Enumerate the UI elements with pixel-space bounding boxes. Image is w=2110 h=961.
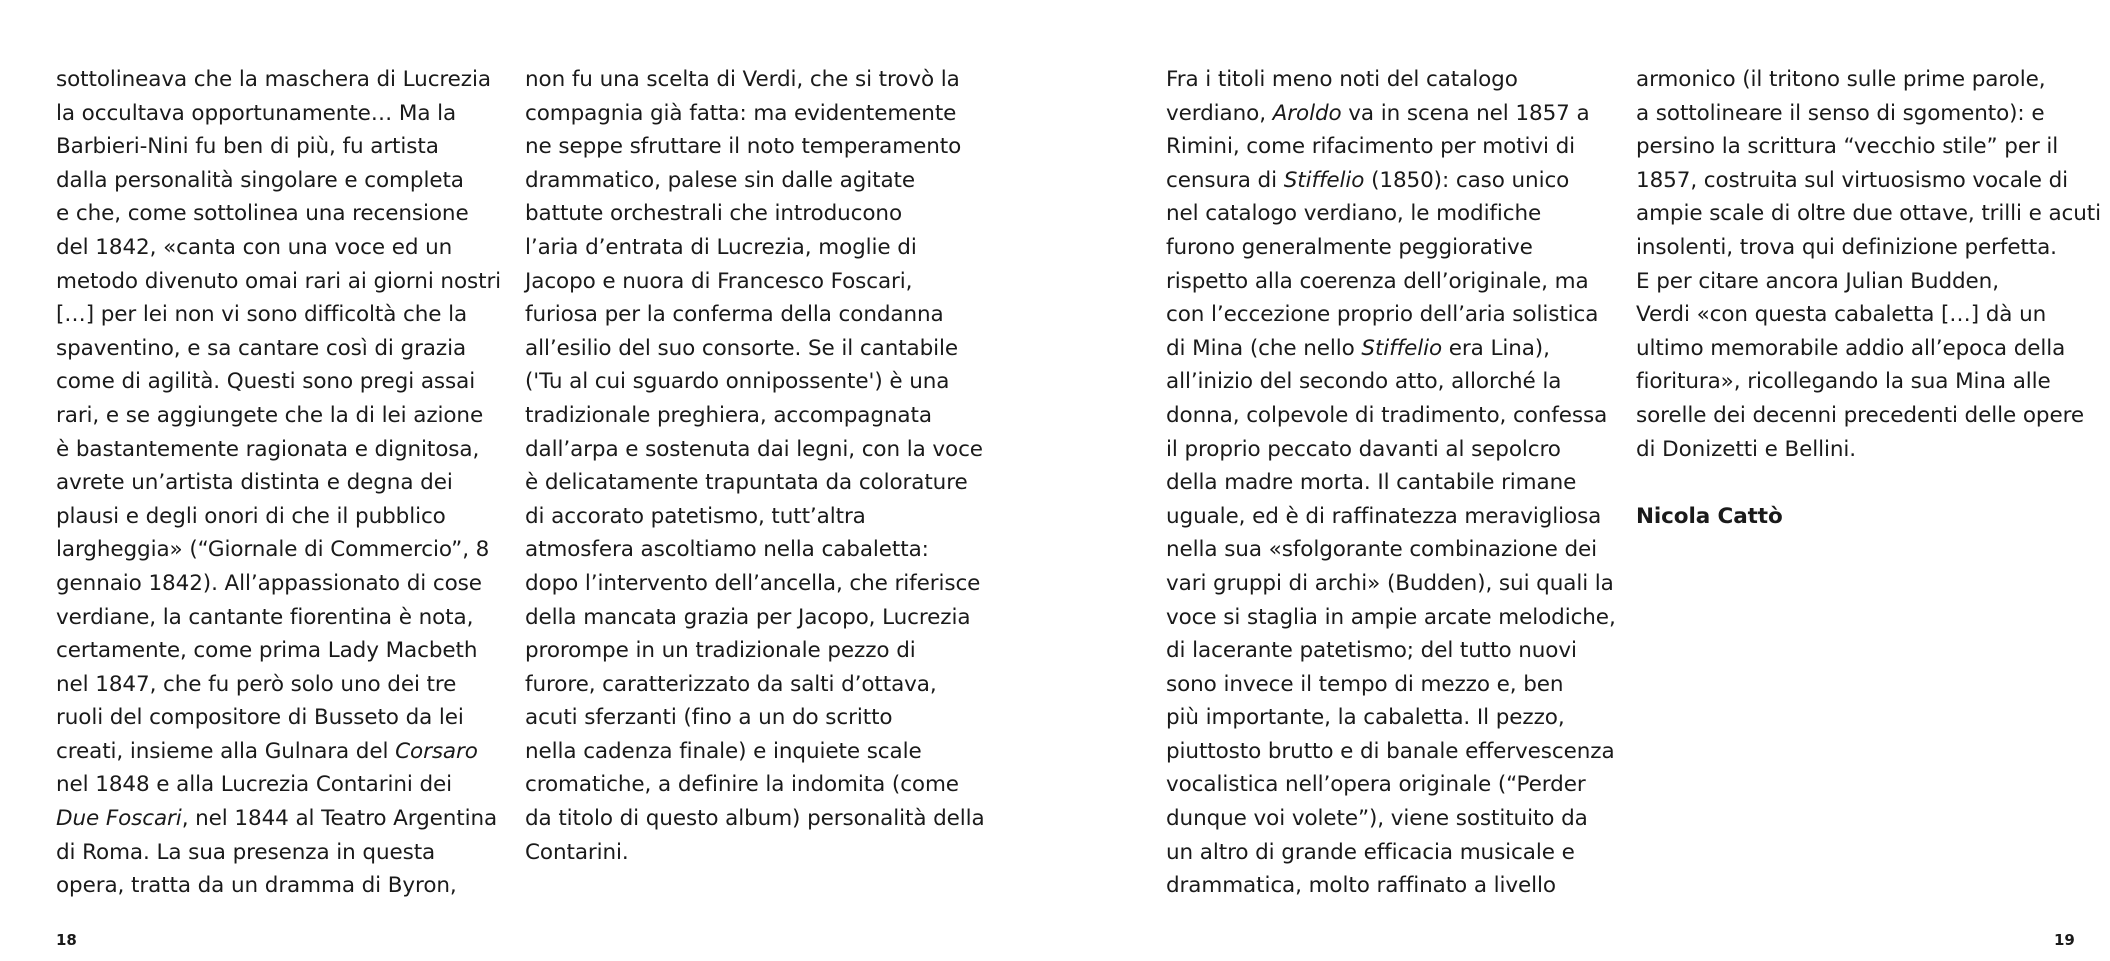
italic-title: Corsaro [395, 738, 478, 764]
text-line: di accorato patetismo, tutt’altra [525, 503, 866, 529]
text-line: ampie scale di oltre due ottave, trilli e acuti [1636, 201, 2102, 227]
italic-title: Stiffelio [1283, 167, 1365, 193]
text-line: prorompe in un tradizionale pezzo di [525, 638, 916, 664]
text-line: sottolineava che la maschera di Lucrezia [56, 67, 491, 92]
text-line: sorelle dei decenni precedenti delle opere [1636, 402, 2084, 428]
text-line: rispetto alla coerenza dell’originale, ma [1166, 268, 1589, 294]
text-segment: censura di [1166, 167, 1284, 193]
text-line: della madre morta. Il cantabile rimane [1166, 470, 1577, 496]
text-line: la occultava opportunamente… Ma la [56, 100, 457, 126]
text-line: è delicatamente trapuntata da colorature [525, 470, 968, 496]
text-line: dopo l’intervento dell’ancella, che riferisce [525, 570, 981, 596]
text-line: di Donizetti e Bellini. [1636, 436, 1857, 462]
text-line: gennaio 1842). All’appassionato di cose [56, 570, 482, 596]
text-line: nel 1847, che fu però solo uno dei tre [56, 671, 457, 697]
text-line: drammatica, molto raffinato a livello [1166, 873, 1556, 899]
text-line: sono invece il tempo di mezzo e, ben [1166, 671, 1564, 697]
text-line: insolenti, trova qui definizione perfetta. [1636, 234, 2057, 260]
text-line: e che, come sottolinea una recensione [56, 201, 469, 227]
text-line: drammatico, palese sin dalle agitate [525, 167, 915, 193]
text-line: di lacerante patetismo; del tutto nuovi [1166, 638, 1577, 664]
text-line: Verdi «con questa cabaletta […] dà un [1636, 302, 2047, 328]
text-line: Barbieri-Nini fu ben di più, fu artista [56, 134, 439, 160]
text-line: ultimo memorabile addio all’epoca della [1636, 335, 2066, 361]
text-line: nella sua «sfolgorante combinazione dei [1166, 537, 1598, 563]
text-line: della mancata grazia per Jacopo, Lucrezia [525, 604, 971, 630]
text-line [1166, 332, 1596, 366]
text-line: ruoli del compositore di Busseto da lei [56, 705, 464, 731]
text-column-4 [1636, 63, 2102, 533]
text-line: acuti sferzanti (fino a un do scritto [525, 705, 893, 731]
text-line [56, 802, 498, 836]
text-line: con l’eccezione proprio dell’aria solistica [1166, 302, 1599, 328]
text-line: il proprio peccato davanti al sepolcro [1166, 436, 1561, 462]
text-line [56, 735, 476, 769]
text-line: l’aria d’entrata di Lucrezia, moglie di [525, 234, 917, 260]
text-line: nella cadenza finale) e inquiete scale [525, 738, 922, 764]
text-line: voce si staglia in ampie arcate melodiche, [1166, 604, 1616, 630]
text-line: Contarini. [525, 839, 629, 865]
text-segment: , nel 1844 al Teatro Argentina [181, 806, 498, 832]
text-line: persino la scrittura “vecchio stile” per il [1636, 134, 2059, 160]
text-line: spaventino, e sa cantare così di grazia [56, 335, 467, 361]
text-segment: era Lina), [1442, 335, 1550, 361]
text-column-2 [525, 63, 985, 869]
text-line: dunque voi volete”), viene sostituito da [1166, 806, 1588, 832]
text-line: Jacopo e nuora di Francesco Foscari, [525, 268, 913, 294]
text-line: certamente, come prima Lady Macbeth [56, 638, 478, 664]
text-line: tradizionale preghiera, accompagnata [525, 402, 932, 428]
text-line: del 1842, «canta con una voce ed un [56, 234, 453, 260]
text-line: nel 1848 e alla Lucrezia Contarini dei [56, 772, 453, 798]
text-line [1166, 97, 1596, 131]
text-line: vocalistica nell’opera originale (“Perder [1166, 772, 1586, 798]
spacer [1636, 466, 2076, 500]
author-signature: Nicola Cattò [1636, 503, 1783, 529]
text-line: è bastantemente ragionata e dignitosa, [56, 436, 480, 462]
text-line: Fra i titoli meno noti del catalogo [1166, 67, 1518, 92]
text-line: da titolo di questo album) personalità della [525, 806, 985, 832]
text-line: donna, colpevole di tradimento, confessa [1166, 402, 1608, 428]
text-segment: di Mina (che nello [1166, 335, 1362, 361]
text-column-1 [56, 63, 502, 903]
text-line: un altro di grande efficacia musicale e [1166, 839, 1575, 865]
text-line [1166, 164, 1596, 198]
text-line: come di agilità. Questi sono pregi assai [56, 369, 476, 395]
text-segment: va in scena nel 1857 a [1341, 100, 1590, 126]
text-line: plausi e degli onori di che il pubblico [56, 503, 446, 529]
text-line: opera, tratta da un dramma di Byron, [56, 873, 457, 899]
text-line: nel catalogo verdiano, le modifiche [1166, 201, 1542, 227]
page-number-left: 18 [56, 931, 77, 949]
text-line: uguale, ed è di raffinatezza meravigliosa [1166, 503, 1602, 529]
text-line: […] per lei non vi sono difficoltà che la [56, 302, 468, 328]
italic-title: Stiffelio [1361, 335, 1443, 361]
text-line: all’inizio del secondo atto, allorché la [1166, 369, 1562, 395]
text-line: all’esilio del suo consorte. Se il cantabile [525, 335, 959, 361]
text-column-3 [1166, 63, 1616, 903]
text-line: avrete un’artista distinta e degna dei [56, 470, 453, 496]
text-line: dall’arpa e sostenuta dai legni, con la voce [525, 436, 983, 462]
text-line: furore, caratterizzato da salti d’ottava, [525, 671, 937, 697]
text-line: atmosfera ascoltiamo nella cabaletta: [525, 537, 929, 563]
text-line: rari, e se aggiungete che la di lei azione [56, 402, 484, 428]
text-segment: verdiano, [1166, 100, 1273, 126]
text-line: vari gruppi di archi» (Budden), sui quali la [1166, 570, 1614, 596]
italic-title: Due Foscari [56, 806, 182, 832]
text-line: 1857, costruita sul virtuosismo vocale di [1636, 167, 2068, 193]
text-line: a sottolineare il senso di sgomento): e [1636, 100, 2045, 126]
text-line: metodo divenuto omai rari ai giorni nostri [56, 268, 502, 294]
text-line: battute orchestrali che introducono [525, 201, 903, 227]
text-segment: (1850): caso unico [1364, 167, 1570, 193]
text-line: piuttosto brutto e di banale effervescenza [1166, 738, 1615, 764]
text-line: cromatiche, a definire la indomita (come [525, 772, 959, 798]
text-line: furono generalmente peggiorative [1166, 234, 1533, 260]
text-line: fioritura», ricollegando la sua Mina alle [1636, 369, 2051, 395]
text-line: E per citare ancora Julian Budden, [1636, 268, 1999, 294]
italic-title: Aroldo [1272, 100, 1342, 126]
text-line: dalla personalità singolare e completa [56, 167, 464, 193]
text-line: non fu una scelta di Verdi, che si trovò la [525, 67, 960, 92]
text-line: più importante, la cabaletta. Il pezzo, [1166, 705, 1565, 731]
text-line: compagnia già fatta: ma evidentemente [525, 100, 957, 126]
text-line: armonico (il tritono sulle prime parole, [1636, 67, 2046, 92]
text-segment: creati, insieme alla Gulnara del [56, 738, 396, 764]
text-line: di Roma. La sua presenza in questa [56, 839, 436, 865]
text-line: furiosa per la conferma della condanna [525, 302, 944, 328]
text-line: Rimini, come rifacimento per motivi di [1166, 134, 1576, 160]
text-line: verdiane, la cantante fiorentina è nota, [56, 604, 474, 630]
text-line: ne seppe sfruttare il noto temperamento [525, 134, 962, 160]
page-number-right: 19 [2054, 931, 2075, 949]
text-line: ('Tu al cui sguardo onnipossente') è una [525, 369, 950, 395]
text-line: largheggia» (“Giornale di Commercio”, 8 [56, 537, 490, 563]
